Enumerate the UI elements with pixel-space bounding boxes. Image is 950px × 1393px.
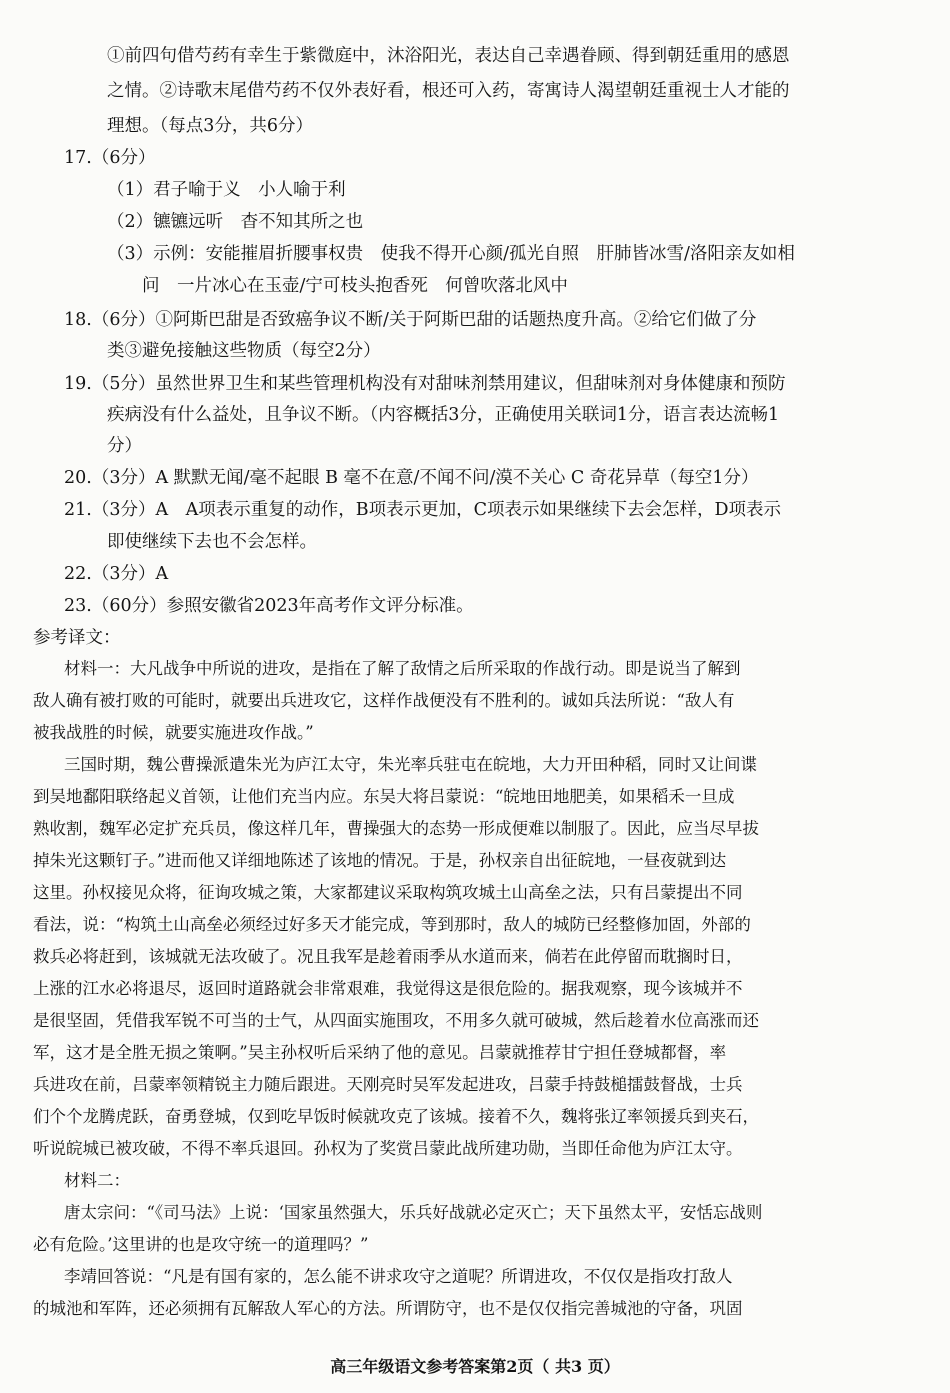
question-19: 19.（5分）虽然世界卫生和某些管理机构没有对甜味剂禁用建议，但甜味剂对身体健康和预防 <box>64 374 786 394</box>
text-line: 即使继续下去也不会怎样。 <box>107 532 317 552</box>
text-line: （1）君子喻于义 小人喻于利 <box>107 180 346 200</box>
question-18: 18.（6分）①阿斯巴甜是否致癌争议不断/关于阿斯巴甜的话题热度升高。②给它们做了分 <box>64 310 757 330</box>
text-line: 疾病没有什么益处，且争议不断。（内容概括3分，正确使用关联词1分，语言表达流畅1 <box>107 405 780 425</box>
text-line: 看法，说：“构筑土山高垒必须经过好多天才能完成，等到那时，敌人的城防已经整修加固，外部的 <box>33 915 751 934</box>
text-line: 熟收割，魏军必定扩充兵员，像这样几年，曹操强大的态势一形成便难以制服了。因此，应当尽早拔 <box>33 819 759 838</box>
question-20: 20.（3分）A 默默无闻/毫不起眼 B 毫不在意/不闻不问/漠不关心 C 奇花异草（每空1分） <box>64 468 759 488</box>
question-23: 23.（60分）参照安徽省2023年高考作文评分标准。 <box>64 596 474 616</box>
text-line: 问 一片冰心在玉壶/宁可枝头抱香死 何曾吹落北风中 <box>142 276 568 296</box>
text-line: 到吴地鄱阳联络起义首领，让他们充当内应。东吴大将吕蒙说：“皖地田地肥美，如果稻禾一旦成 <box>33 787 735 806</box>
text-line: 分） <box>107 436 142 456</box>
text-line: 兵进攻在前，吕蒙率领精锐主力随后跟进。天刚亮时吴军发起进攻，吕蒙手持鼓槌擂鼓督战，士兵 <box>33 1075 743 1094</box>
question-21: 21.（3分）A A项表示重复的动作，B项表示更加，C项表示如果继续下去会怎样，D项表示 <box>64 500 782 520</box>
text-line: 上涨的江水必将退尽，返回时道路就会非常艰难，我觉得这是很危险的。据我观察，现今该城并不 <box>33 979 743 998</box>
text-line: 敌人确有被打败的可能时，就要出兵进攻它，这样作战便没有不胜利的。诚如兵法所说：“敌人有 <box>33 691 735 710</box>
text-line: 军，这才是全胜无损之策啊。”吴主孙权听后采纳了他的意见。吕蒙就推荐甘宁担任登城都督，率 <box>33 1043 727 1062</box>
text-line: 这里。孙权接见众将，征询攻城之策，大家都建议采取构筑攻城土山高垒之法，只有吕蒙提出不同 <box>33 883 743 902</box>
text-line: 们个个龙腾虎跃，奋勇登城，仅到吃早饭时候就攻克了该城。接着不久，魏将张辽率领援兵到夹石， <box>33 1107 759 1126</box>
text-line: 救兵必将赶到，该城就无法攻破了。况且我军是趁着雨季从水道而来，倘若在此停留而耽搁时日， <box>33 947 743 966</box>
question-22: 22.（3分）A <box>64 564 169 584</box>
text-line: 必有危险。’这里讲的也是攻守统一的道理吗？” <box>33 1235 369 1254</box>
text-line: 唐太宗问：“《司马法》上说：‘国家虽然强大，乐兵好战就必定灭亡；天下虽然太平，安恬忘战则 <box>64 1203 763 1222</box>
question-17-header: 17.（6分） <box>64 148 156 168</box>
text-line: 理想。（每点3分，共6分） <box>107 116 314 136</box>
text-line: （2）镳镳远听 杳不知其所之也 <box>107 212 364 232</box>
text-line: 听说皖城已被攻破，不得不率兵退回。孙权为了奖赏吕蒙此战所建功勋，当即任命他为庐江太守。 <box>33 1139 743 1158</box>
text-line: 被我战胜的时候，就要实施进攻作战。” <box>33 723 314 742</box>
translation-heading: 参考译文： <box>33 628 121 648</box>
text-line: 是很坚固，凭借我军锐不可当的士气，从四面实施围攻，不用多久就可破城，然后趁着水位高涨而还 <box>33 1011 759 1030</box>
material-two-heading: 材料二： <box>64 1171 130 1190</box>
text-line: 掉朱光这颗钉子。”进而他又详细地陈述了该地的情况。于是，孙权亲自出征皖地，一昼夜就到达 <box>33 851 727 870</box>
text-line: 三国时期，魏公曹操派遣朱光为庐江太守，朱光率兵驻屯在皖地，大力开田种稻，同时又让间谍 <box>64 755 757 774</box>
text-line: 材料一：大凡战争中所说的进攻，是指在了解了敌情之后所采取的作战行动。即是说当了解到 <box>64 659 741 678</box>
page-footer: 高三年级语文参考答案第2页（ 共3 页） <box>330 1357 620 1376</box>
text-line: （3）示例：安能摧眉折腰事权贵 使我不得开心颜/孤光自照 肝肺皆冰雪/洛阳亲友如相 <box>107 244 795 264</box>
text-line: 李靖回答说：“凡是有国有家的，怎么能不讲求攻守之道呢？所谓进攻，不仅仅是指攻打敌人 <box>64 1267 733 1286</box>
text-line: 类③避免接触这些物质（每空2分） <box>107 341 381 361</box>
text-line: ①前四句借芍药有幸生于紫微庭中，沐浴阳光，表达自己幸遇眷顾、得到朝廷重用的感恩 <box>107 46 790 66</box>
text-line: 之情。②诗歌末尾借芍药不仅外表好看，根还可入药，寄寓诗人渴望朝廷重视士人才能的 <box>107 81 790 101</box>
text-line: 的城池和军阵，还必须拥有瓦解敌人军心的方法。所谓防守，也不是仅仅指完善城池的守备，巩固 <box>33 1299 743 1318</box>
